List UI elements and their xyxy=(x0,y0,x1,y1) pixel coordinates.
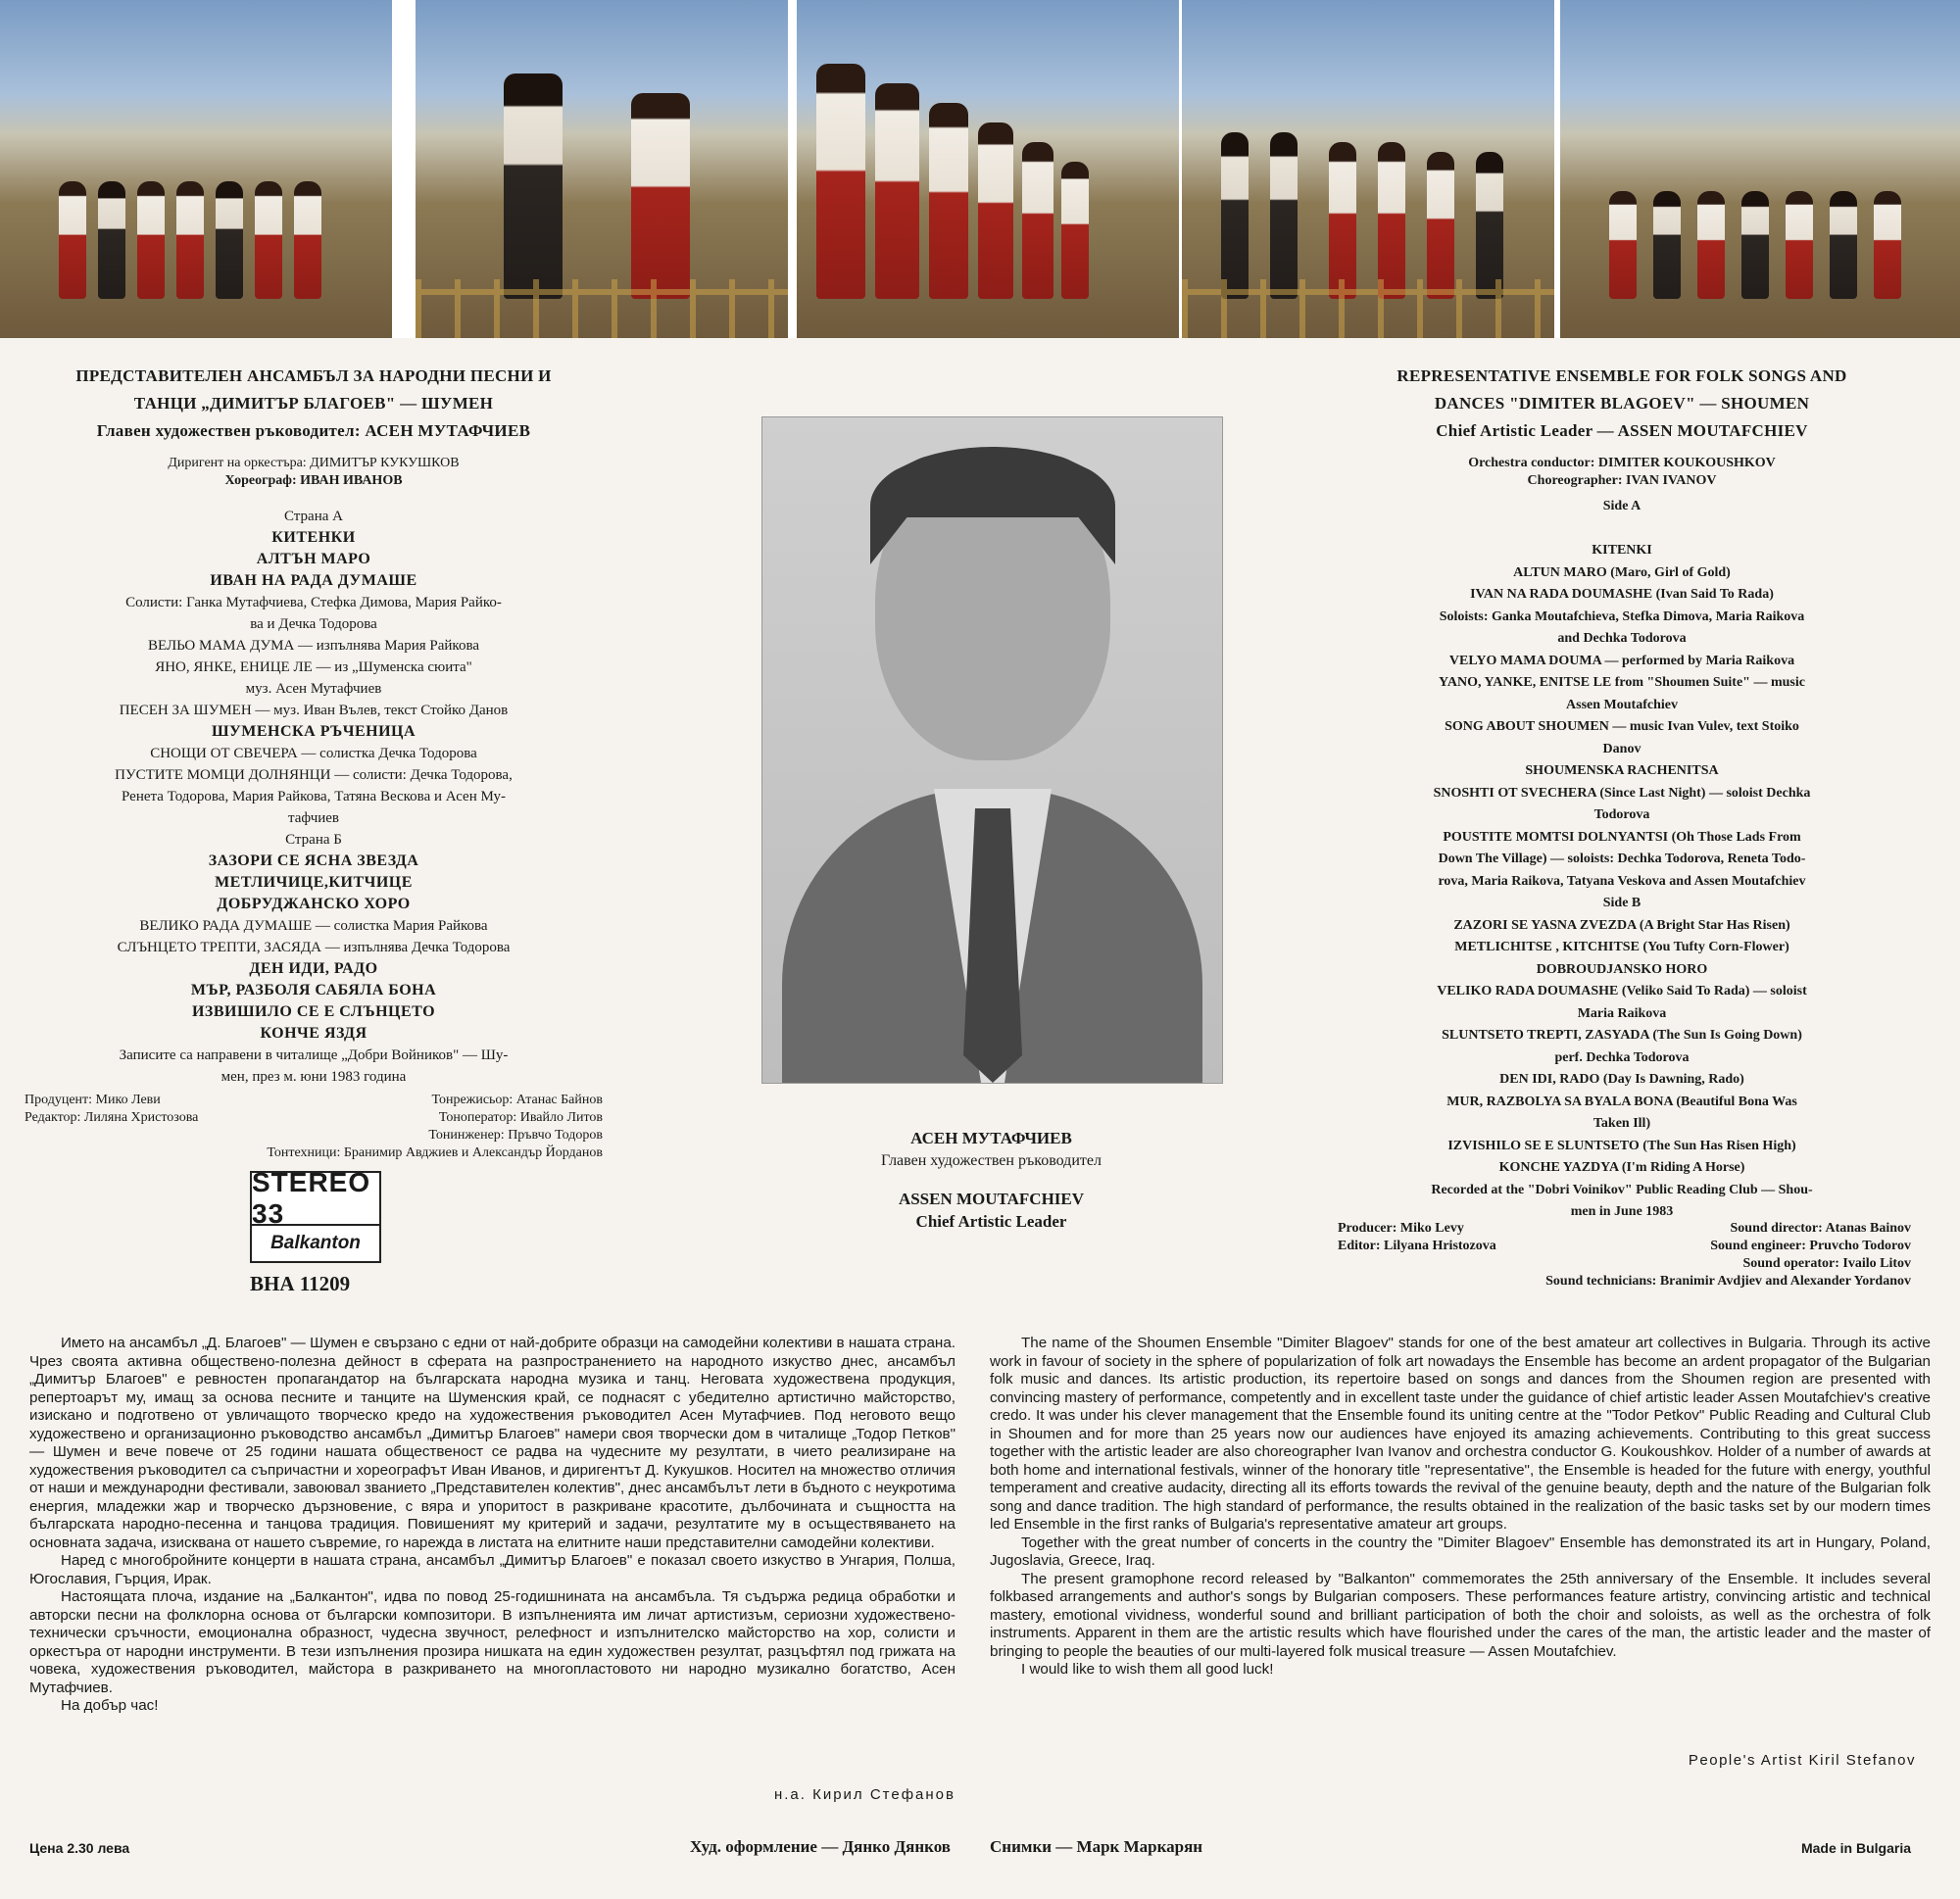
en-credit-left: Editor: Lilyana Hristozova xyxy=(1338,1239,1496,1253)
en-credit-right: Sound director: Atanas Bainov xyxy=(1730,1221,1911,1236)
caption-name-bg: АСЕН МУТАФЧИЕВ xyxy=(910,1129,1072,1147)
en-track-line: Assen Moutafchiev xyxy=(1566,697,1678,712)
en-track-line: SNOSHTI OT SVECHERA (Since Last Night) — soloist Dechka xyxy=(1433,785,1811,801)
en-choreographer: Choreographer: IVAN IVANOV xyxy=(1527,473,1717,488)
en-track-list xyxy=(1333,496,1911,1224)
bg-track-line: мен, през м. юни 1983 година xyxy=(220,1069,407,1085)
en-track-line: MUR, RAZBOLYA SA BYALA BONA (Beautiful Bona Was xyxy=(1446,1094,1797,1109)
en-track-line: YANO, YANKE, ENITSE LE from "Shoumen Suite" — music xyxy=(1439,675,1805,690)
bg-track-line: ШУМЕНСКА РЪЧЕНИЦА xyxy=(211,723,416,740)
en-track-line: ALTUN MARO (Maro, Girl of Gold) xyxy=(1513,564,1731,580)
en-credit-right: Sound technicians: Branimir Avdjiev and Alexander Yordanov xyxy=(1545,1274,1911,1289)
en-track-line: VELYO MAMA DOUMA — performed by Maria Raikova xyxy=(1448,653,1795,668)
en-track-line: perf. Dechka Todorova xyxy=(1554,1049,1690,1065)
en-track-line: POUSTITE MOMTSI DOLNYANTSI (Oh Those Lads From xyxy=(1443,829,1801,845)
stereo-mark: STEREO 33 xyxy=(252,1173,379,1226)
portrait-caption xyxy=(761,1127,1221,1233)
caption-role-bg: Главен художествен ръководител xyxy=(881,1152,1102,1169)
bg-credit-row xyxy=(24,1109,603,1127)
bg-credits xyxy=(24,1092,603,1144)
en-title-line1: REPRESENTATIVE ENSEMBLE FOR FOLK SONGS AND xyxy=(1396,366,1847,385)
bg-track-line: ДЕН ИДИ, РАДО xyxy=(249,960,378,977)
bg-paragraph: Наред с многобройните концерти в нашата страна, ансамбъл „Димитър Благоев" е показал своето изкуство в Унгария, Полша, Югославия, Гърция, Ирак. xyxy=(29,1552,956,1587)
en-credit-row xyxy=(1338,1238,1911,1255)
bg-credit-right: Тоноператор: Ивайло Литов xyxy=(438,1110,603,1125)
bg-track-line: Записите са направени в читалище „Добри Войников" — Шу- xyxy=(119,1047,509,1063)
en-track-line: IVAN NA RADA DOUMASHE (Ivan Said To Rada) xyxy=(1470,587,1774,602)
bg-signature: н.а. Кирил Стефанов xyxy=(773,1786,956,1803)
bg-paragraph: Името на ансамбъл „Д. Благоев" — Шумен е свързано с едни от най-добрите образци на самодейни колективи в нашата страна. Чрез своята активна обществено-полезна дейност в сферата на разпространението на народното изкуство днес, ансамбъл „Димитър Благоев" е ревностен пропагандатор на българската народна музика и танц. Неговата художествена продукция, репертоарът му, имащ за основа песните и танците на Шуменския край, се поднасят с убедително артистично майсторство, изискано и подготвено от увличащото творческо кредо на художествения ръководител Асен Мутафчиев. Под неговото вещо художествено и организационно ръководство ансамбъл „Димитър Благоев" намери своя творчески дом в читалище „Тодор Петков" — Шумен и вече повече от 25 години нашата общественост се радва на чудесните му резултати, в чието реализиране на художествения ръководител са съпричастни и хореографът Иван Иванов, и диригентът Д. Кукушков. Носител на множество отличия от наши и международни фестивали, завоювал званието „Представителен колектив", днес ансамбълът лети в бъдното с неукротима енергия, младежки жар и творческо дързновение, с вяра и упоритост в разкриване красотите, дълбочината и същността на българската народно-песенна и танцова традиция. Повишеният му критерий и задачи, резултатите му в осъществяването на основната задача, изисквана от нашето съвремие, го нарежда в листата на елитните наши представителни самодейни колективи. xyxy=(29,1335,956,1551)
bg-track-line: ВЕЛЬО МАМА ДУМА — изпълнява Мария Райкова xyxy=(148,638,479,654)
bg-track-line: МЕТЛИЧИЦЕ,КИТЧИЦЕ xyxy=(215,874,413,891)
en-track-line: Recorded at the "Dobri Voinikov" Public Reading Club — Shou- xyxy=(1431,1182,1813,1197)
bg-track-line: ДОБРУДЖАНСКО ХОРО xyxy=(217,896,411,912)
en-track-line: Danov xyxy=(1602,741,1642,756)
bg-track-line: муз. Асен Мутафчиев xyxy=(245,681,382,697)
bg-track-line: Солисти: Ганка Мутафчиева, Стефка Димова, Мария Райко- xyxy=(125,595,502,610)
bg-track-line: АЛТЪН МАРО xyxy=(256,551,371,567)
en-track-line: Soloists: Ganka Moutafchieva, Stefka Dimova, Maria Raikova xyxy=(1439,609,1805,624)
en-track-line: Todorova xyxy=(1593,807,1650,822)
bg-credit-left: Редактор: Лиляна Христозова xyxy=(24,1110,199,1125)
en-credit-left: Producer: Miko Levy xyxy=(1338,1221,1464,1236)
bg-title-line2: ТАНЦИ „ДИМИТЪР БЛАГОЕВ" — ШУМЕН xyxy=(133,394,494,413)
photos-credit: Снимки — Марк Маркарян xyxy=(990,1837,1203,1856)
en-track-line: DOBROUDJANSKO HORO xyxy=(1536,961,1708,977)
bg-choreographer: Хореограф: ИВАН ИВАНОВ xyxy=(224,473,403,488)
en-track-line: and Dechka Todorova xyxy=(1557,631,1687,646)
bg-track-line: ПУСТИТЕ МОМЦИ ДОЛНЯНЦИ — солисти: Дечка Тодорова, xyxy=(115,767,513,783)
en-track-line: SLUNTSETO TREPTI, ZASYADA (The Sun Is Going Down) xyxy=(1442,1028,1802,1043)
en-conductor: Orchestra conductor: DIMITER KOUKOUSHKOV xyxy=(1468,456,1776,470)
bg-technicians: Тонтехници: Бранимир Авджиев и Александър Йорданов xyxy=(267,1145,603,1160)
bg-paragraph: На добър час! xyxy=(61,1697,159,1714)
bg-track-line: ва и Дечка Тодорова xyxy=(250,616,377,632)
bg-credit-left: Продуцент: Мико Леви xyxy=(24,1093,161,1107)
en-paragraph: The present gramophone record released by "Balkanton" commemorates the 25th anniversary of the Ensemble. It includes several folkbased arrangements and author's songs by Bulgarian composers. These performances feature artistry, convincing artistic and technical mastery, emotional vividness, wonderful sound and brilliant participation of both the choir and soloists, as well as the orchestra of folk instruments. Apparent in them are the artistic results which have flourished under the cares of the man, the artistic leader and the master of bringing to people the beauties of our multi-layered folk musical treasure — Assen Moutafchiev. xyxy=(990,1570,1931,1660)
en-credit-right: Sound operator: Ivailo Litov xyxy=(1742,1256,1911,1271)
en-paragraph: I would like to wish them all good luck! xyxy=(1021,1661,1274,1678)
en-track-line: SONG ABOUT SHOUMEN — music Ivan Vulev, text Stoiko xyxy=(1445,719,1799,734)
bg-liner-notes xyxy=(29,1335,956,1716)
catalog-number: ВНА 11209 xyxy=(250,1272,351,1295)
en-credit-right: Sound engineer: Pruvcho Todorov xyxy=(1710,1239,1911,1253)
en-credit-row xyxy=(1338,1273,1911,1290)
made-in: Made in Bulgaria xyxy=(1800,1840,1911,1856)
bg-track-line: ВЕЛИКО РАДА ДУМАШЕ — солистка Мария Райкова xyxy=(139,918,488,934)
portrait-photo xyxy=(761,416,1223,1084)
bg-track-line: ЯНО, ЯНКЕ, ЕНИЦЕ ЛЕ — из „Шуменска сюита" xyxy=(155,659,472,675)
en-leader: Chief Artistic Leader — ASSEN MOUTAFCHIEV xyxy=(1436,421,1808,440)
bg-credit-row xyxy=(24,1127,603,1144)
en-tracklist-column xyxy=(1333,363,1911,1224)
en-track-line: DEN IDI, RADO (Day Is Dawning, Rado) xyxy=(1499,1072,1744,1087)
caption-name-en: ASSEN MOUTAFCHIEV xyxy=(898,1190,1085,1208)
design-credit: Худ. оформление — Дянко Дянков xyxy=(690,1837,951,1856)
en-track-line: men in June 1983 xyxy=(1570,1204,1674,1219)
bg-track-line: МЪР, РАЗБОЛЯ САБЯЛА БОНА xyxy=(190,982,437,998)
caption-role-en: Chief Artistic Leader xyxy=(915,1212,1067,1231)
bg-track-line: КОНЧЕ ЯЗДЯ xyxy=(260,1025,368,1042)
bg-credit-row xyxy=(24,1092,603,1109)
en-track-line xyxy=(1333,518,1911,541)
bg-track-line: СЛЪНЦЕТО ТРЕПТИ, ЗАСЯДА — изпълнява Дечка Тодорова xyxy=(117,940,511,955)
bg-track-line: ИВАН НА РАДА ДУМАШЕ xyxy=(210,572,417,589)
en-track-line: Down The Village) — soloists: Dechka Todorova, Reneta Todo- xyxy=(1438,852,1806,866)
en-credits xyxy=(1338,1220,1911,1290)
bg-track-line: КИТЕНКИ xyxy=(271,529,356,546)
bg-leader: Главен художествен ръководител: АСЕН МУТАФЧИЕВ xyxy=(96,421,531,440)
en-track-line: Taken Ill) xyxy=(1592,1116,1651,1131)
photo-ensemble-group xyxy=(0,0,392,338)
en-track-line: Side A xyxy=(1602,499,1642,513)
balkanton-stereo-logo xyxy=(250,1167,381,1263)
bg-track-line: Страна А xyxy=(284,509,343,524)
en-track-line: SHOUMENSKA RACHENITSA xyxy=(1525,763,1719,778)
en-credit-row xyxy=(1338,1220,1911,1238)
bg-track-line: ЗАЗОРИ СЕ ЯСНА ЗВЕЗДА xyxy=(208,852,419,869)
en-track-line: KITENKI xyxy=(1592,543,1652,558)
en-paragraph: Together with the great number of concerts in the country the "Dimiter Blagoev" Ensemble has demonstrated its art in Hungary, Poland, Jugoslavia, Greece, Iraq. xyxy=(990,1534,1931,1569)
photo-dancers-mixed xyxy=(1182,0,1554,338)
en-track-line: Side B xyxy=(1602,896,1642,910)
en-signature: People's Artist Kiril Stefanov xyxy=(1688,1752,1916,1769)
en-title-line2: DANCES "DIMITER BLAGOEV" — SHOUMEN xyxy=(1434,394,1810,413)
balkanton-brand: Balkanton xyxy=(270,1233,361,1253)
bg-track-line: Ренета Тодорова, Мария Райкова, Татяна Вескова и Асен Му- xyxy=(122,789,506,804)
en-track-line: IZVISHILO SE E SLUNTSETO (The Sun Has Risen High) xyxy=(1447,1138,1796,1153)
bg-track-line: ПЕСЕН ЗА ШУМЕН — муз. Иван Вълев, текст Стойко Данов xyxy=(119,703,509,718)
photo-circle-dance xyxy=(1560,0,1960,338)
bg-title-line1: ПРЕДСТАВИТЕЛЕН АНСАМБЪЛ ЗА НАРОДНИ ПЕСНИ И xyxy=(75,366,552,385)
bg-track-line: тафчиев xyxy=(287,810,340,826)
en-track-line: rova, Maria Raikova, Tatyana Veskova and Assen Moutafchiev xyxy=(1438,873,1806,889)
price: Цена 2.30 лева xyxy=(29,1840,130,1856)
photo-women-line xyxy=(797,0,1179,338)
en-track-line: METLICHITSE , KITCHITSE (You Tufty Corn-Flower) xyxy=(1454,940,1789,954)
photo-strip xyxy=(0,0,1960,338)
en-track-line: Maria Raikova xyxy=(1577,1005,1667,1021)
bg-track-line: СНОЩИ ОТ СВЕЧЕРА — солистка Дечка Тодорова xyxy=(150,746,477,761)
bg-credit-right: Тонрежисьор: Атанас Байнов xyxy=(431,1093,603,1107)
en-credit-row xyxy=(1338,1255,1911,1273)
en-liner-notes xyxy=(990,1335,1931,1680)
en-track-line: ZAZORI SE YASNA ZVEZDA (A Bright Star Has Risen) xyxy=(1453,917,1790,933)
bg-tracklist-column xyxy=(24,363,603,1162)
bg-track-line: Страна Б xyxy=(285,832,342,848)
en-track-line: VELIKO RADA DOUMASHE (Veliko Said To Rada) — soloist xyxy=(1437,984,1807,998)
photo-dancing-couple xyxy=(416,0,788,338)
bg-paragraph: Настоящата плоча, издание на „Балкантон", идва по повод 25-годишнината на ансамбъла. Тя съдържа редица обработки и авторски песни на фолклорна основа от български композитори. В изпълненията им личат артистизъм, сериозни художествено-технически сръчности, емоционална образност, чудесна звучност, релефност и изпълнителско майсторство на хор, солисти и оркестъра от народни инструменти. В тези изпълнения прозира нишката на един художествен резултат, разцъфтял под грижата на човека, художествения ръководител, майстора в разкриването на многопластовото ни народно музикално богатство, Асен Мутафчиев. xyxy=(29,1588,956,1696)
bg-track-list xyxy=(24,506,603,1088)
en-paragraph: The name of the Shoumen Ensemble "Dimiter Blagoev" stands for one of the best amateur art collectives in Bulgaria. Through its active work in favour of society in the sphere of popularization of folk art nowadays the Ensemble has become an ardent propagator of the Bulgarian folk music and dances. Its artistic production, its repertoire based on songs and dances from the Shoumen region are presented with convincing mastery of performance, competently and in excellent taste under the guidance of chief artistic leader Assen Moutafchiev's creative credo. It was under his clever management that the Ensemble found its uniting centre at the "Todor Petkov" Public Reading and Cultural Club in Shoumen and for more than 25 years now our audiences have enjoyed its amazing achievements. Contributing to this great success together with the artistic leader are also choreographer Ivan Ivanov and orchestra conductor G. Koukoushkov. Holder of a number of awards at both home and international festivals, winner of the honorary title "representative", the Ensemble is headed for the future with energy, youthful temperament and creative audacity, directing all its efforts towards the revival of the genuine beauty, depth and the nature of the Bulgarian folk song and dance tradition. The high standard of performance, the results obtained in the realization of the basic tasks set by our modern times led Ensemble in the first ranks of Bulgaria's representative amateur art groups. xyxy=(990,1335,1931,1533)
bg-credit-right: Тонинженер: Пръвчо Тодоров xyxy=(428,1128,603,1143)
en-track-line: KONCHE YAZDYA (I'm Riding A Horse) xyxy=(1498,1160,1745,1175)
bg-conductor: Диригент на оркестъра: ДИМИТЪР КУКУШКОВ xyxy=(168,456,460,470)
bg-track-line: ИЗВИШИЛО СЕ Е СЛЪНЦЕТО xyxy=(191,1003,436,1020)
